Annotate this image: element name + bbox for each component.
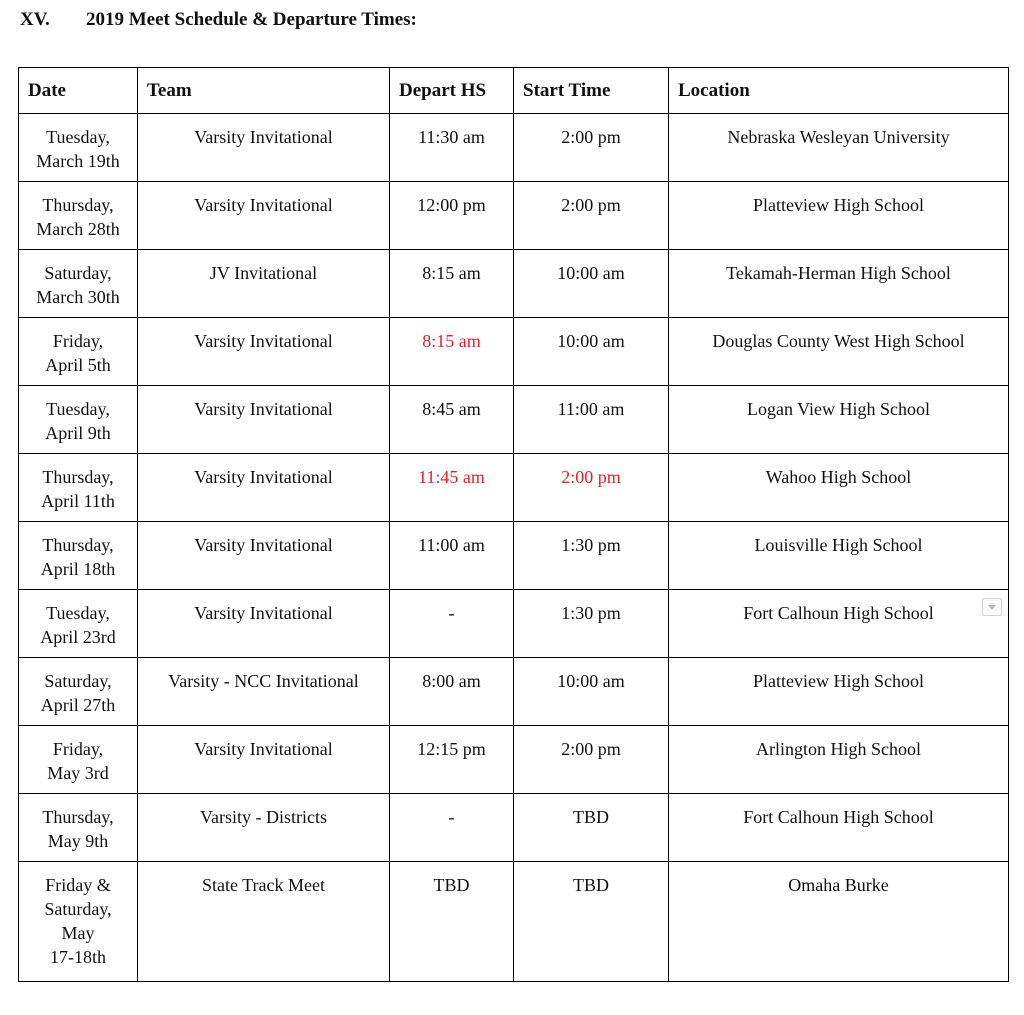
team-cell: State Track Meet <box>138 862 390 982</box>
date-line: Saturday, <box>44 263 112 283</box>
date-cell <box>19 726 138 794</box>
date-line: April 27th <box>40 695 116 715</box>
column-header-location: Location <box>669 68 1009 114</box>
date-line: April 23rd <box>40 627 116 647</box>
column-header-start: Start Time <box>514 68 669 114</box>
date-line: April 5th <box>45 355 111 375</box>
depart-cell: 11:30 am <box>390 114 514 182</box>
depart-cell: 12:15 pm <box>390 726 514 794</box>
team-cell: Varsity Invitational <box>138 590 390 658</box>
date-cell <box>19 862 138 982</box>
start-cell: 2:00 pm <box>514 182 669 250</box>
location-cell: Platteview High School <box>669 182 1009 250</box>
date-line: Friday, <box>52 739 104 759</box>
column-header-depart: Depart HS <box>390 68 514 114</box>
table-row <box>19 590 1009 658</box>
team-cell: JV Invitational <box>138 250 390 318</box>
date-cell <box>19 522 138 590</box>
table-row <box>19 522 1009 590</box>
date-line: Friday & <box>45 875 111 895</box>
date-cell <box>19 318 138 386</box>
date-line: Thursday, <box>42 195 114 215</box>
start-cell: 11:00 am <box>514 386 669 454</box>
location-cell: Omaha Burke <box>669 862 1009 982</box>
date-line: Thursday, <box>42 807 114 827</box>
team-cell: Varsity Invitational <box>138 454 390 522</box>
date-cell <box>19 182 138 250</box>
start-cell: 1:30 pm <box>514 522 669 590</box>
date-line: May 3rd <box>47 763 109 783</box>
depart-cell: 8:15 am <box>390 250 514 318</box>
depart-cell: 11:00 am <box>390 522 514 590</box>
section-title: 2019 Meet Schedule & Departure Times: <box>86 9 417 30</box>
table-row <box>19 726 1009 794</box>
location-text: Fort Calhoun High School <box>743 603 934 623</box>
date-line: March 28th <box>36 219 120 239</box>
location-cell: Arlington High School <box>669 726 1009 794</box>
date-line: Tuesday, <box>46 399 110 419</box>
date-line: Thursday, <box>42 535 114 555</box>
depart-cell: 12:00 pm <box>390 182 514 250</box>
date-cell <box>19 590 138 658</box>
date-line: Saturday, <box>44 671 112 691</box>
date-cell <box>19 386 138 454</box>
team-cell: Varsity Invitational <box>138 182 390 250</box>
date-line: April 18th <box>40 559 116 579</box>
team-cell: Varsity Invitational <box>138 726 390 794</box>
date-line: Friday, <box>52 331 104 351</box>
section-heading <box>20 8 417 32</box>
header-row <box>19 68 1009 114</box>
date-line: March 19th <box>36 151 120 171</box>
start-cell: 10:00 am <box>514 658 669 726</box>
chevron-down-icon[interactable] <box>982 598 1002 616</box>
date-line: May 9th <box>47 831 109 851</box>
depart-cell: TBD <box>390 862 514 982</box>
start-cell: 2:00 pm <box>514 454 669 522</box>
date-cell <box>19 114 138 182</box>
table-row <box>19 318 1009 386</box>
depart-cell: 8:45 am <box>390 386 514 454</box>
table-row <box>19 862 1009 982</box>
table-row <box>19 386 1009 454</box>
location-cell: Louisville High School <box>669 522 1009 590</box>
column-header-team: Team <box>138 68 390 114</box>
date-cell <box>19 658 138 726</box>
depart-cell: 8:15 am <box>390 318 514 386</box>
date-line: Tuesday, <box>46 127 110 147</box>
location-cell: Fort Calhoun High School <box>669 794 1009 862</box>
table-row <box>19 658 1009 726</box>
depart-cell: - <box>390 794 514 862</box>
table-row <box>19 454 1009 522</box>
meet-schedule-table <box>18 67 1009 982</box>
team-cell: Varsity - Districts <box>138 794 390 862</box>
date-line: Tuesday, <box>46 603 110 623</box>
date-line: April 9th <box>45 423 111 443</box>
date-cell <box>19 454 138 522</box>
location-cell: Wahoo High School <box>669 454 1009 522</box>
date-line: April 11th <box>41 491 115 511</box>
depart-cell: 8:00 am <box>390 658 514 726</box>
table-row <box>19 182 1009 250</box>
start-cell: 2:00 pm <box>514 114 669 182</box>
column-header-date: Date <box>19 68 138 114</box>
start-cell: 10:00 am <box>514 250 669 318</box>
start-cell: 10:00 am <box>514 318 669 386</box>
table-row <box>19 250 1009 318</box>
depart-cell: 11:45 am <box>390 454 514 522</box>
start-cell: TBD <box>514 862 669 982</box>
team-cell: Varsity Invitational <box>138 318 390 386</box>
location-cell <box>669 590 1009 658</box>
location-cell: Tekamah-Herman High School <box>669 250 1009 318</box>
date-line: May <box>61 923 95 943</box>
team-cell: Varsity Invitational <box>138 386 390 454</box>
start-cell: TBD <box>514 794 669 862</box>
location-cell: Platteview High School <box>669 658 1009 726</box>
date-line: Thursday, <box>42 467 114 487</box>
date-line: 17-18th <box>50 947 106 967</box>
section-number: XV. <box>20 9 50 30</box>
team-cell: Varsity - NCC Invitational <box>138 658 390 726</box>
location-cell: Nebraska Wesleyan University <box>669 114 1009 182</box>
start-cell: 1:30 pm <box>514 590 669 658</box>
date-line: Saturday, <box>44 899 112 919</box>
team-cell: Varsity Invitational <box>138 114 390 182</box>
date-cell <box>19 250 138 318</box>
date-line: March 30th <box>36 287 120 307</box>
table-row <box>19 114 1009 182</box>
table-row <box>19 794 1009 862</box>
location-cell: Douglas County West High School <box>669 318 1009 386</box>
date-cell <box>19 794 138 862</box>
start-cell: 2:00 pm <box>514 726 669 794</box>
location-cell: Logan View High School <box>669 386 1009 454</box>
team-cell: Varsity Invitational <box>138 522 390 590</box>
depart-cell: - <box>390 590 514 658</box>
